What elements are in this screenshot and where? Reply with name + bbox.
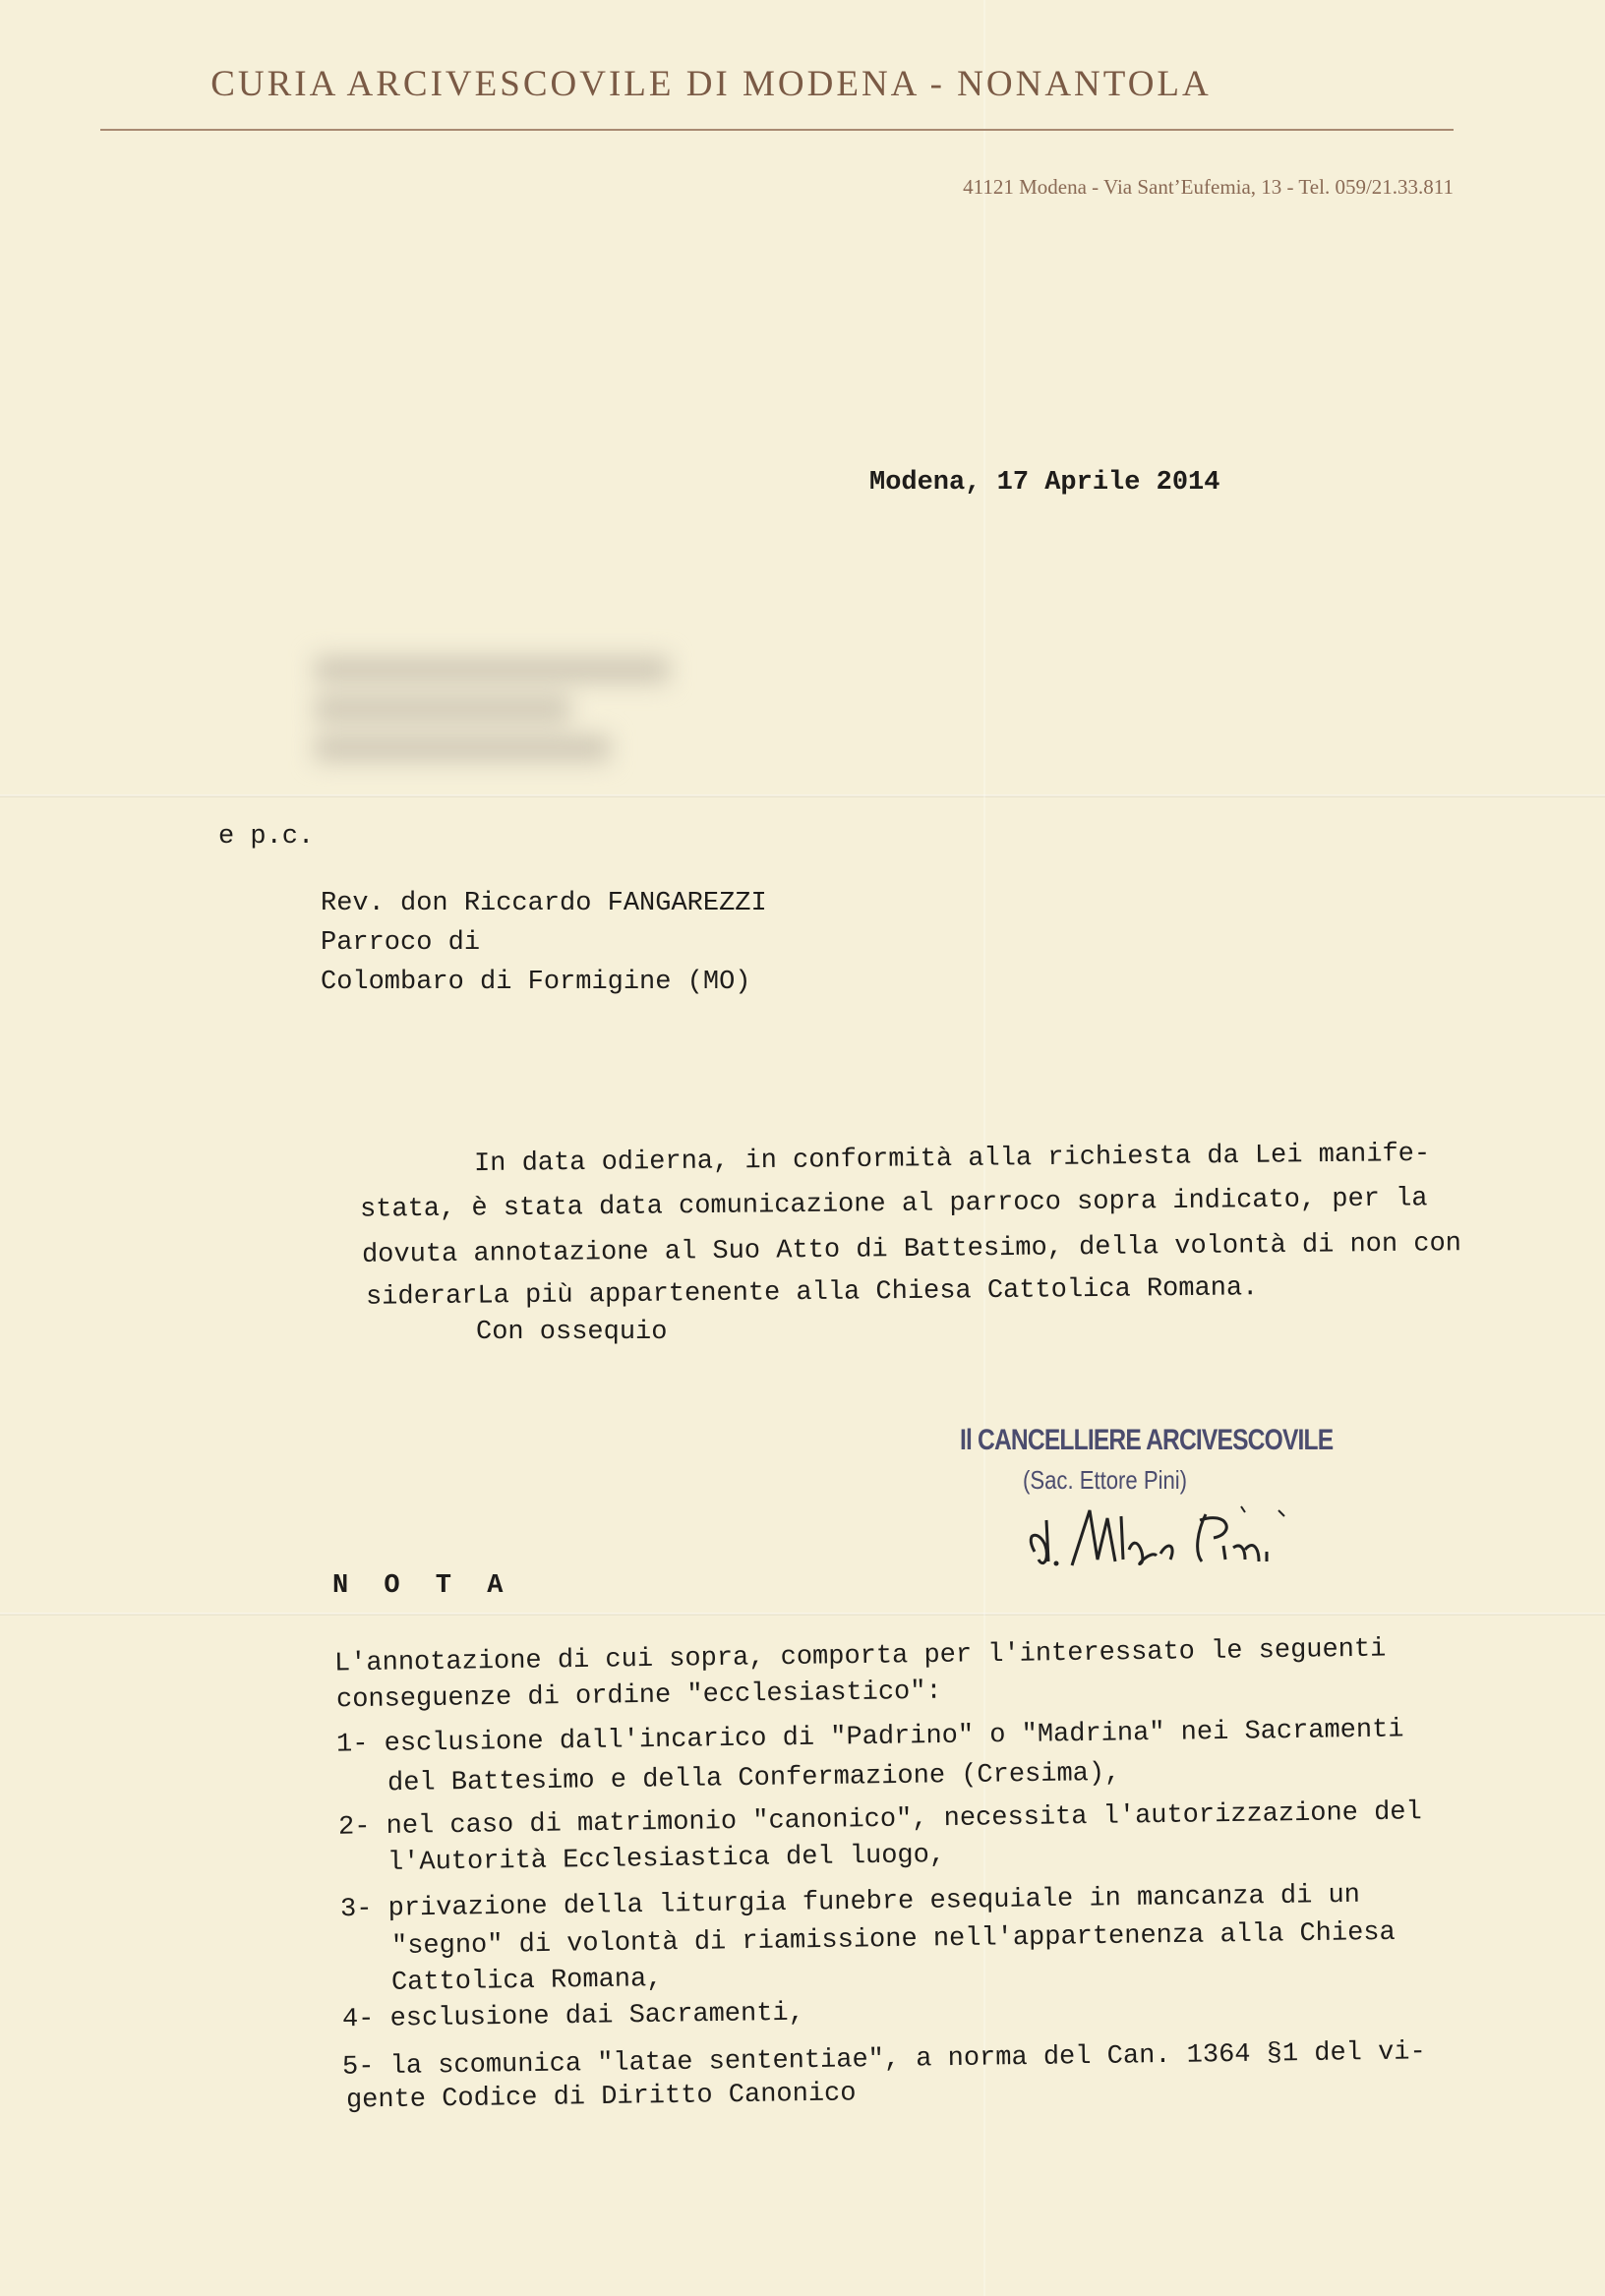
body-line: dovuta annotazione al Suo Atto di Battesimo, della volontà di non con <box>361 1229 1462 1270</box>
nota-line: del Battesimo e della Confermazione (Cresima), <box>386 1758 1121 1799</box>
body-line: stata, è stata data comunicazione al parroco sopra indicato, per la <box>359 1184 1428 1225</box>
closing-line: Con ossequio <box>476 1318 668 1347</box>
nota-line: conseguenze di ordine "ecclesiastico": <box>335 1677 942 1716</box>
recipient-line: Colombaro di Formigine (MO) <box>321 968 751 997</box>
letter-date: Modena, 17 Aprile 2014 <box>869 468 1220 498</box>
nota-line: "segno" di volontà di riamissione nell'appartenenza alla Chiesa <box>390 1917 1396 1963</box>
nota-line: Cattolica Romana, <box>390 1965 663 1998</box>
paper-fold <box>0 795 1605 797</box>
nota-line: L'annotazione di cui sopra, comporta per l'interessato le seguenti <box>333 1634 1387 1679</box>
chancellor-stamp-title: Il CANCELLIERE ARCIVESCOVILE <box>960 1424 1334 1456</box>
handwritten-signature <box>1013 1491 1308 1579</box>
nota-heading: N O T A <box>332 1571 513 1601</box>
nota-line: 3- privazione della liturgia funebre esequiale in mancanza di un <box>339 1880 1361 1925</box>
letterhead-address: 41121 Modena - Via Sant’Eufemia, 13 - Tel. 059/21.33.811 <box>963 175 1454 199</box>
paper-fold <box>0 1613 1605 1616</box>
nota-line: 4- esclusione dai Sacramenti, <box>341 1998 805 2035</box>
chancellor-stamp-name: (Sac. Ettore Pini) <box>1023 1465 1188 1495</box>
nota-line: 5- la scomunica "latae sententiae", a norma del Can. 1364 §1 del vi- <box>341 2037 1426 2083</box>
recipient-line: Rev. don Riccardo FANGAREZZI <box>321 889 767 918</box>
recipient-line: Parroco di <box>321 928 481 958</box>
nota-line: gente Codice di Diritto Canonico <box>345 2079 857 2116</box>
nota-line: 1- esclusione dall'incarico di "Padrino" o "Madrina" nei Sacramenti <box>335 1715 1404 1760</box>
body-line: In data odierna, in conformità alla richiesta da Lei manife- <box>473 1139 1431 1180</box>
body-line: siderarLa più appartenente alla Chiesa Cattolica Romana. <box>365 1273 1259 1313</box>
cc-label: e p.c. <box>218 822 315 852</box>
nota-line: 2- nel caso di matrimonio "canonico", necessita l'autorizzazione del <box>337 1797 1422 1843</box>
letterhead-rule <box>100 129 1454 131</box>
nota-line: l'Autorità Ecclesiastica del luogo, <box>386 1841 946 1878</box>
letterhead-title: CURIA ARCIVESCOVILE DI MODENA - NONANTOLA <box>210 64 1212 104</box>
redacted-addressee <box>315 657 688 765</box>
